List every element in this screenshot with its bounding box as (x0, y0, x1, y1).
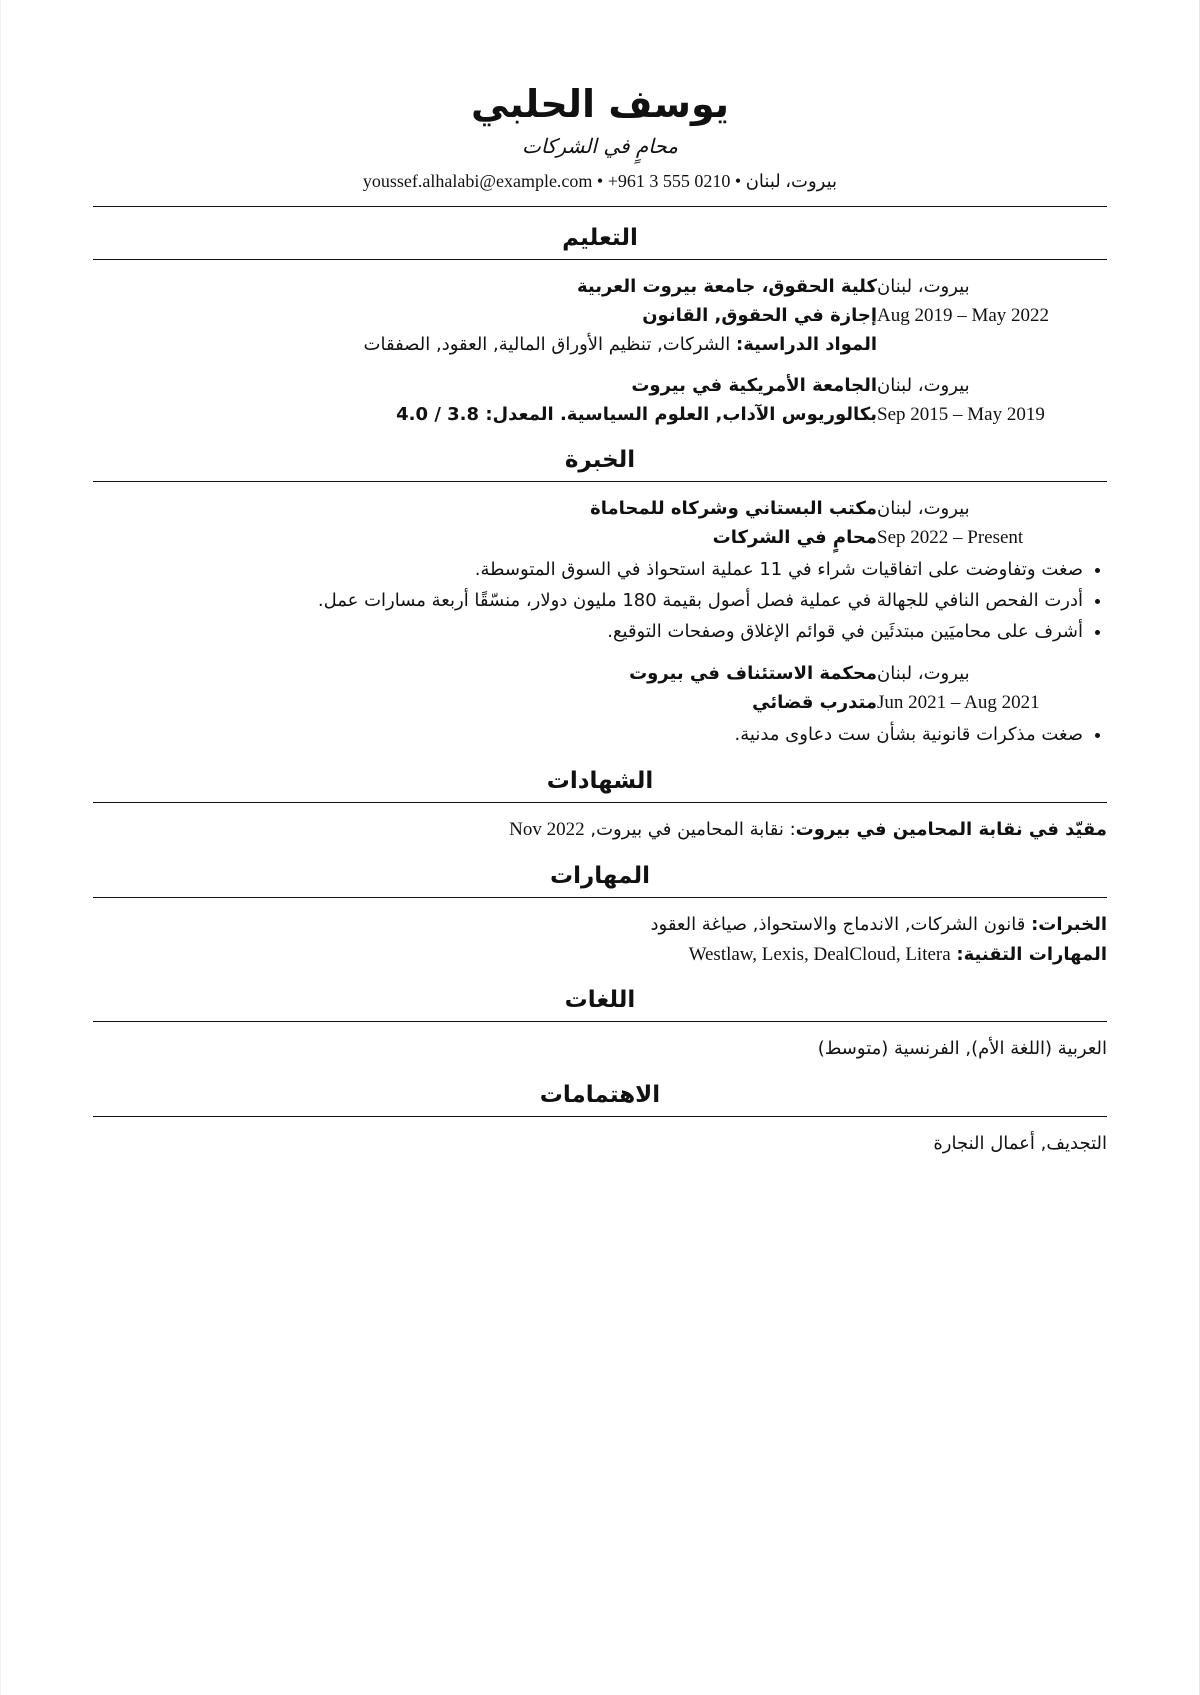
entry-dates: Sep 2015 – May 2019 (877, 404, 1045, 425)
expertise-value: قانون الشركات, الاندماج والاستحواذ, صياغة العقود (650, 914, 1032, 935)
certification-issuer: : نقابة المحامين في بيروت, (584, 819, 796, 840)
degree: بكالوريوس الآداب, العلوم السياسية. المعدل: 3.8 / 4.0 (396, 404, 877, 425)
entry-dates: Aug 2019 – May 2022 (877, 305, 1050, 326)
expertise-label: الخبرات: (1031, 914, 1107, 935)
education-entry (93, 272, 1107, 359)
courses-value: الشركات, تنظيم الأوراق المالية, العقود, الصفقات (363, 334, 731, 355)
languages-divider (93, 1021, 1107, 1022)
certification-date: Nov 2022 (509, 819, 585, 840)
interests-line: التجديف, أعمال النجارة (933, 1133, 1107, 1154)
skills-expertise-line (93, 910, 1107, 940)
job-role: محامٍ في الشركات (712, 527, 877, 548)
certifications-heading: الشهادات (546, 768, 654, 794)
skills-divider (93, 897, 1107, 898)
skills-heading: المهارات (550, 863, 650, 889)
tech-value: Westlaw, Lexis, DealCloud, Litera (688, 944, 951, 965)
courses-line (93, 330, 877, 359)
bullet-item: • أدرت الفحص النافي للجهالة في عملية فصل أصول بقيمة 180 مليون دولار، منسّقًا أربعة مسارات عمل. (93, 585, 1083, 616)
bullet-item: • أشرف على محاميَين مبتدئَين في قوائم الإغلاق وصفحات التوقيع. (93, 616, 1083, 647)
interests-heading: الاهتمامات (539, 1082, 661, 1108)
entry-location: بيروت، لبنان (877, 276, 970, 297)
entry-location: بيروت، لبنان (877, 498, 970, 519)
interests-divider (93, 1116, 1107, 1117)
bullet-item: • صغت وتفاوضت على اتفاقيات شراء في 11 عملية استحواذ في السوق المتوسطة. (93, 554, 1083, 585)
education-divider (93, 259, 1107, 260)
experience-entry (93, 494, 1107, 552)
experience-bullets (93, 554, 1107, 647)
tech-label: المهارات التقنية: (956, 944, 1107, 965)
entry-location: بيروت، لبنان (877, 375, 970, 396)
resume-content (93, 78, 1107, 1159)
institution-name: الجامعة الأمريكية في بيروت (631, 375, 877, 396)
institution-name: كلية الحقوق، جامعة بيروت العربية (576, 276, 877, 297)
entry-dates: Sep 2022 – Present (877, 527, 1024, 548)
experience-heading: الخبرة (564, 447, 636, 473)
languages-heading: اللغات (564, 987, 636, 1013)
degree: إجازة في الحقوق, القانون (642, 305, 877, 326)
job-role: متدرب قضائي (752, 692, 877, 713)
courses-label: المواد الدراسية: (736, 334, 877, 355)
header-divider (93, 206, 1107, 207)
languages-line: العربية (اللغة الأم), الفرنسية (متوسط) (817, 1038, 1107, 1059)
certification-line (93, 815, 1107, 845)
contact-line: youssef.alhalabi@example.com • +961 3 555 0210 • بيروت، لبنان (362, 171, 838, 191)
experience-entry (93, 659, 1107, 717)
certifications-divider (93, 802, 1107, 803)
education-heading: التعليم (562, 225, 638, 251)
resume-header (93, 78, 1107, 194)
candidate-name: يوسف الحلبي (470, 82, 730, 126)
entry-location: بيروت، لبنان (877, 663, 970, 684)
bullet-item: • صغت مذكرات قانونية بشأن ست دعاوى مدنية. (93, 719, 1083, 750)
employer-name: مكتب البستاني وشركاه للمحاماة (590, 498, 877, 519)
certification-label: مقيّد في نقابة المحامين في بيروت (795, 819, 1107, 840)
education-entry (93, 371, 1107, 429)
experience-bullets (93, 719, 1107, 750)
entry-dates: Jun 2021 – Aug 2021 (877, 692, 1040, 713)
employer-name: محكمة الاستئناف في بيروت (629, 663, 877, 684)
skills-tech-line (93, 940, 1107, 969)
experience-divider (93, 481, 1107, 482)
candidate-title: محامٍ في الشركات (521, 134, 678, 158)
